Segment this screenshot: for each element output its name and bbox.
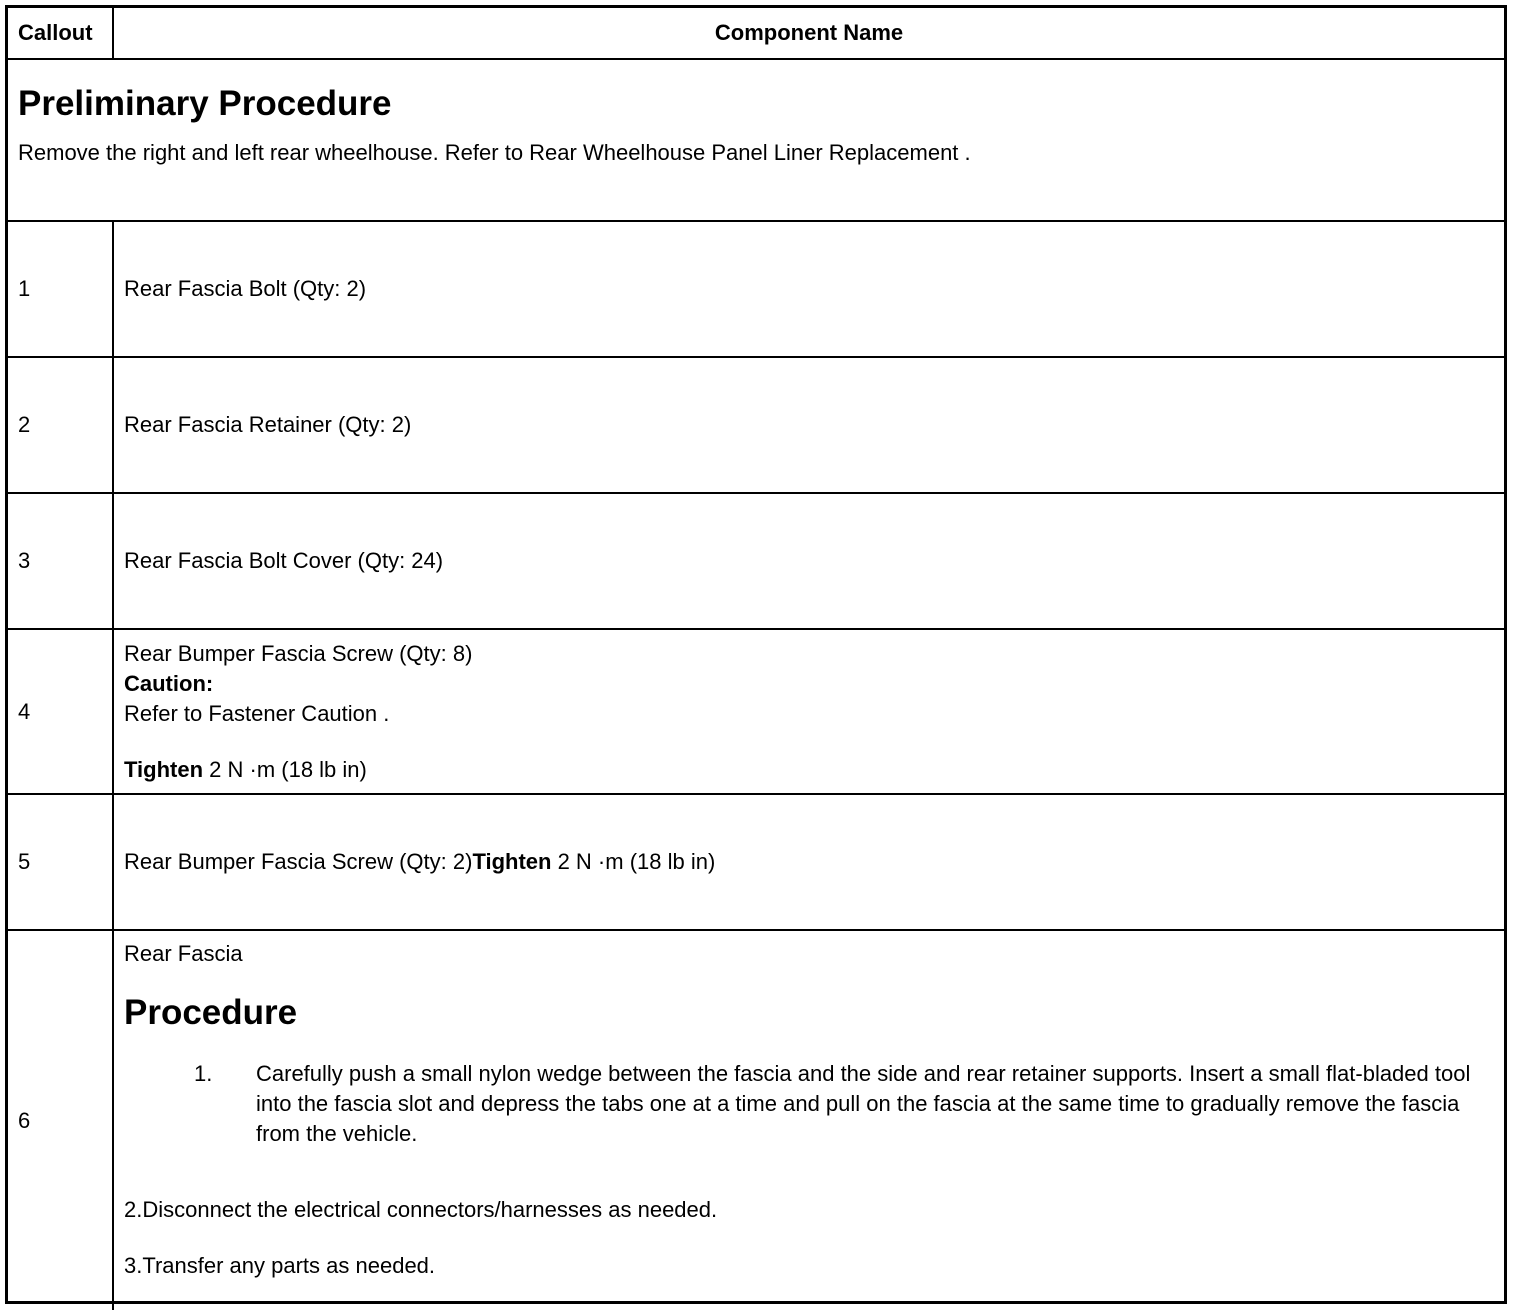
component-name: Rear Bumper Fascia Screw (Qty: 8) xyxy=(124,640,473,666)
callout-number: 3 xyxy=(8,493,113,629)
preliminary-procedure-heading: Preliminary Procedure xyxy=(18,84,392,123)
component-name: Rear Bumper Fascia Screw (Qty: 2) xyxy=(124,849,473,874)
tighten-spec xyxy=(124,755,1494,785)
callout-number: 5 xyxy=(8,794,113,930)
tighten-label: Tighten xyxy=(124,756,204,782)
step-text: Carefully push a small nylon wedge between the fascia and the side and rear retainer supports. Insert a small flat-bladed tool into the fascia slot and depress the tabs one at a time and pull on the fascia at the same time to gradually remove the fascia from the vehicle. xyxy=(256,1061,1471,1146)
procedure-step-1 xyxy=(124,1059,1494,1149)
component-table xyxy=(8,8,1504,1310)
component-name-cell xyxy=(113,930,1504,1310)
component-name-cell xyxy=(113,629,1504,794)
table-row xyxy=(8,357,1504,493)
component-table-frame xyxy=(5,5,1507,1304)
procedure-heading: Procedure xyxy=(124,993,298,1032)
table-row xyxy=(8,221,1504,357)
component-name: Rear Fascia Bolt (Qty: 2) xyxy=(113,221,1504,357)
component-name-cell xyxy=(113,794,1504,930)
callout-number: 6 xyxy=(8,930,113,1310)
table-row xyxy=(8,930,1504,1310)
callout-column-header: Callout xyxy=(8,8,113,59)
component-name-column-header: Component Name xyxy=(113,8,1504,59)
spacer xyxy=(124,729,1494,755)
component-name: Rear Fascia xyxy=(124,941,243,966)
preliminary-procedure-text: Remove the right and left rear wheelhouse. Refer to Rear Wheelhouse Panel Liner Replacement . xyxy=(18,140,971,165)
procedure-step-2: 2.Disconnect the electrical connectors/harnesses as needed. xyxy=(124,1197,718,1222)
table-header-row xyxy=(8,8,1504,59)
caution-label: Caution: xyxy=(124,670,214,696)
callout-number: 1 xyxy=(8,221,113,357)
callout-number: 4 xyxy=(8,629,113,794)
table-row xyxy=(8,629,1504,794)
tighten-label: Tighten xyxy=(472,849,552,874)
step-number: 1. xyxy=(194,1061,213,1086)
caution-text: Refer to Fastener Caution . xyxy=(124,700,390,726)
component-name: Rear Fascia Retainer (Qty: 2) xyxy=(113,357,1504,493)
component-name: Rear Fascia Bolt Cover (Qty: 24) xyxy=(113,493,1504,629)
callout-number: 2 xyxy=(8,357,113,493)
preliminary-procedure-row xyxy=(8,59,1504,221)
preliminary-procedure-cell xyxy=(8,59,1504,221)
tighten-value: 2 N ·m (18 lb in) xyxy=(203,756,367,782)
tighten-value: 2 N ·m (18 lb in) xyxy=(551,849,716,874)
table-row xyxy=(8,794,1504,930)
table-row xyxy=(8,493,1504,629)
procedure-step-3: 3.Transfer any parts as needed. xyxy=(124,1253,436,1278)
